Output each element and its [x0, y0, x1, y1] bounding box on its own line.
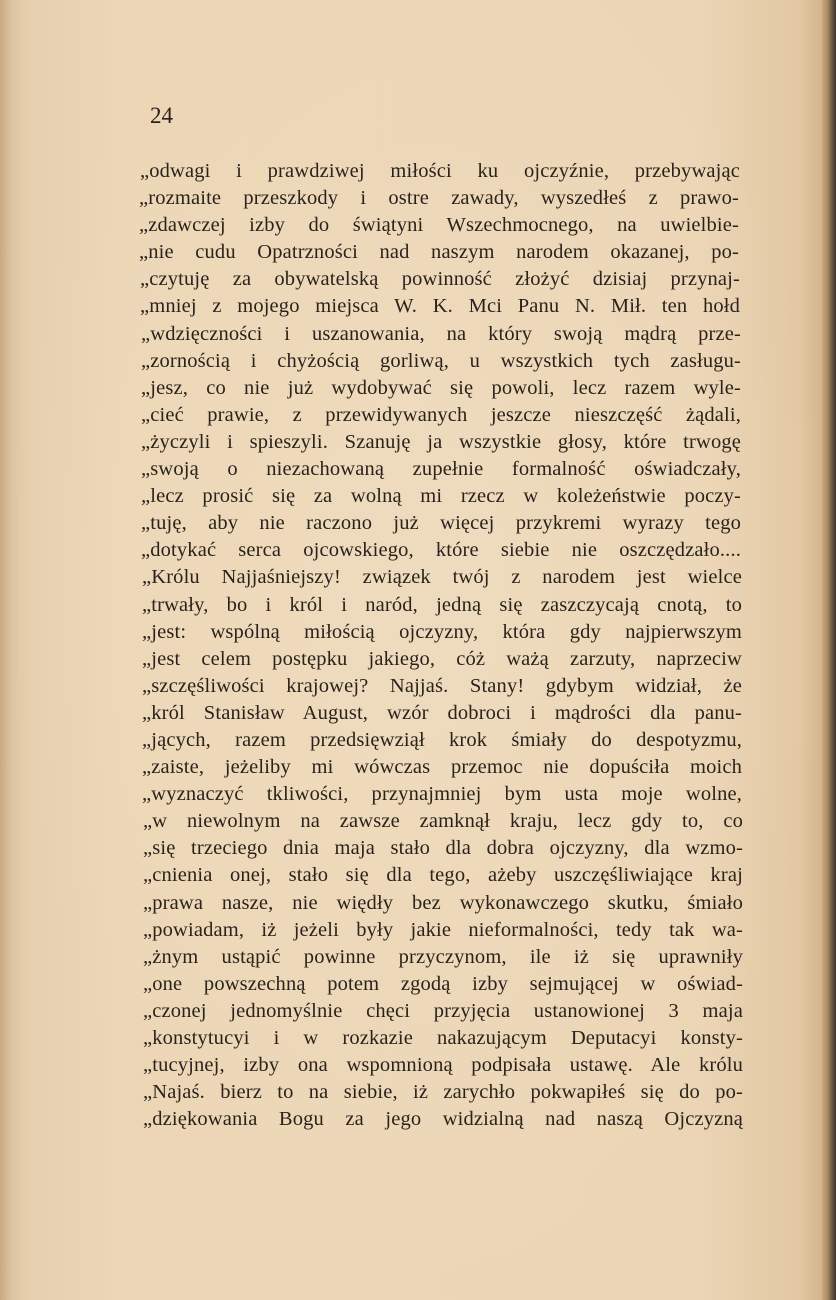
text-line: „jest celem postępku jakiego, cóż ważą zarzuty, naprzeciw — [142, 647, 742, 670]
text-line: „wyznaczyć tkliwości, przynajmniej bym usta moje wolne, — [142, 783, 742, 806]
text-line: „jesz, co nie już wydobywać się powoli, lecz razem wyle- — [141, 376, 741, 399]
text-line: „jest: wspólną miłością ojczyzny, która gdy najpierwszym — [142, 620, 742, 643]
text-line: „dotykać serca ojcowskiego, które siebie nie oszczędzało.... — [141, 539, 741, 562]
text-line: „rozmaite przeszkody i ostre zawady, wyszedłeś z prawo- — [139, 187, 739, 210]
text-line: „zaiste, jeżeliby mi wówczas przemoc nie dopuściła moich — [142, 756, 742, 779]
text-line: „czytuję za obywatelską powinność złożyć dzisiaj przynaj- — [140, 268, 740, 291]
text-line: „konstytucyi i w rozkazie nakazującym Deputacyi konsty- — [143, 1027, 743, 1049]
text-line: „szczęśliwości krajowej? Najjaś. Stany! gdybym widział, że — [142, 674, 742, 697]
text-line: „życzyli i spieszyli. Szanuję ja wszystkie głosy, które trwogę — [141, 430, 741, 453]
text-line: „jących, razem przedsięwziął krok śmiały do despotyzmu, — [142, 728, 742, 751]
text-line: „one powszechną potem zgodą izby sejmującej w oświad- — [143, 972, 743, 995]
text-line: „w niewolnym na zawsze zamknął kraju, lecz gdy to, co — [143, 810, 743, 833]
text-line: „nie cudu Opatrzności nad naszym narodem okazanej, po- — [139, 241, 739, 264]
text-line: „lecz prosić się za wolną mi rzecz w koleżeństwie poczy- — [141, 485, 741, 508]
page-number: 24 — [150, 103, 173, 128]
text-line: „prawa nasze, nie więdły bez wykonawczego skutku, śmiało — [143, 891, 743, 914]
text-line: „czonej jednomyślnie chęci przyjęcia ustanowionej 3 maja — [143, 999, 743, 1022]
text-line: „odwagi i prawdziwej miłości ku ojczyźnie, przebywając — [140, 160, 740, 182]
text-line: „Najaś. bierz to na siebie, iż zarychło pokwapiłeś się do po- — [143, 1081, 743, 1104]
text-line: „zdawczej izby do świątyni Wszechmocnego, na uwielbie- — [139, 214, 739, 237]
text-line: „dziękowania Bogu za jego widzialną nad naszą Ojczyzną — [143, 1108, 743, 1131]
text-line: „tuję, aby nie raczono już więcej przykremi wyrazy tego — [141, 512, 741, 535]
text-line: „swoją o niezachowaną zupełnie formalność oświadczały, — [141, 458, 741, 481]
text-line: „mniej z mojego miejsca W. K. Mci Panu N. Mił. ten hołd — [140, 295, 740, 318]
text-line: „zornością i chyżością gorliwą, u wszystkich tych zasługu- — [141, 349, 741, 372]
text-line: „tucyjnej, izby ona wspomnioną podpisała ustawę. Ale królu — [143, 1054, 743, 1077]
text-line: „cieć prawie, z przewidywanych jeszcze nieszczęść żądali, — [141, 403, 741, 426]
text-line: „powiadam, iż jeżeli były jakie nieformalności, tedy tak wa- — [143, 918, 743, 941]
text-line: „król Stanisław August, wzór dobroci i mądrości dla panu- — [142, 701, 742, 724]
text-line: „się trzeciego dnia maja stało dla dobra ojczyzny, dla wzmo- — [143, 837, 743, 860]
text-line: „Królu Najjaśniejszy! związek twój z narodem jest wielce — [142, 566, 742, 589]
text-line: „wdzięczności i uszanowania, na który swoją mądrą prze- — [141, 322, 741, 345]
page-right-edge — [822, 0, 836, 1300]
text-line: „trwały, bo i król i naród, jedną się zaszczycają cnotą, to — [142, 593, 742, 616]
body-text — [139, 158, 743, 1133]
text-line: „cnienia onej, stało się dla tego, ażeby uszczęśliwiające kraj — [143, 864, 743, 887]
text-line: „żnym ustąpić powinne przyczynom, ile iż się uprawniły — [143, 945, 743, 968]
page-left-margin-shadow — [0, 0, 18, 1300]
